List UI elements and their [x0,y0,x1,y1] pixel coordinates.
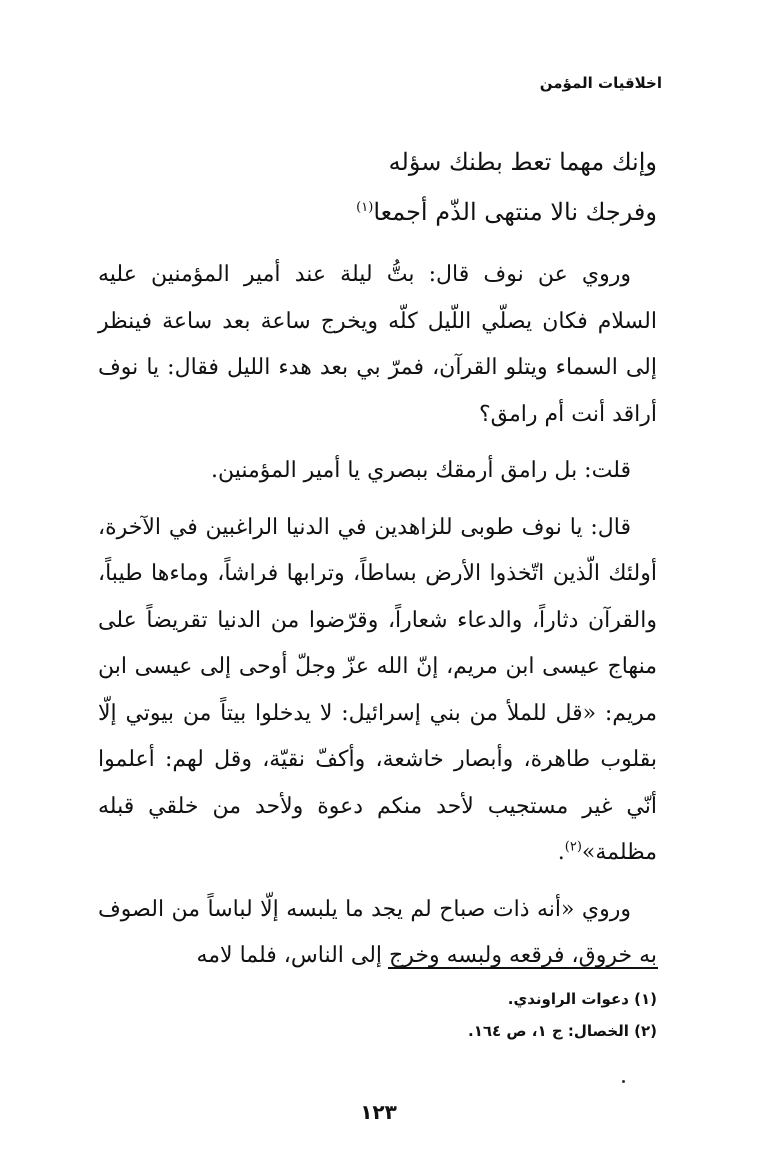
footnote-ref-2: (٢) [564,839,582,855]
footnote-2: (٢) الخصال: ج ١، ص ١٦٤. [467,1022,657,1040]
footnotes [468,983,657,1047]
poem-verse-1: وإنك مهما تعط بطنك سؤله [388,148,657,176]
footnote-1: (١) دعوات الراوندي. [507,990,657,1008]
print-speck [622,1080,625,1083]
body-text [98,252,657,980]
paragraph-3-text: قال: يا نوف طوبى للزاهدين في الدنيا الراغبين في الآخرة، أولئك الّذين اتّخذوا الأرض بساطاً، وترابها فراشاً، وماءها طيباً، والقرآن دثاراً، والدعاء شعاراً، وقرّضوا من الدنيا تقريضاً على منهاج عيسى ابن مريم، إنّ الله عزّ وجلّ أوحى إلى عيسى ابن مريم: «قل للملأ من بني إسرائيل: لا يدخلوا بيتاً من بيوتي إلّا بقلوب طاهرة، وأبصار خاشعة، وأكفّ نقيّة، وقل لهم: أعلموا أنّي غير مستجيب لأحد منكم دعوة ولأحد من خلقي قبله مظلمة» [98,514,657,865]
paragraph-4: وروي «أنه ذات صباح لم يجد ما يلبسه إلّا لباساً من الصوف به خروق، فرقعه ولبسه وخرج إلى الناس، فلما لامه [98,896,657,968]
poem-verse-2-text: وفرجك نالا منتهى الذّم أجمعا [373,198,657,226]
page-number: ١٢٣ [360,1100,397,1124]
footnote-divider [388,967,658,969]
paragraph-1: وروي عن نوف قال: بتُّ ليلة عند أمير المؤمنين عليه السلام فكان يصلّي اللّيل كلّه ويخرج ساعة بعد ساعة فينظر إلى السماء ويتلو القرآن، فمرّ بي بعد هدء الليل فقال: يا نوف أراقد أنت أم رامق؟ [98,262,658,427]
footnote-ref-1: (١) [356,200,374,215]
paragraph-2: قلت: بل رامق أرمقك ببصري يا أمير المؤمنين. [210,458,631,483]
poem-verse-2 [356,198,657,226]
paragraph-3: قال: يا نوف طوبى للزاهدين في الدنيا الراغبين في الآخرة، أولئك الّذين اتّخذوا الأرض بساطاً، وترابها فراشاً، وماءها طيباً، والقرآن دثاراً، والدعاء شعاراً، وقرّضوا من الدنيا تقريضاً على منهاج عيسى ابن مريم، إنّ الله عزّ وجلّ أوحى إلى عيسى ابن مريم: «قل للملأ من بني إسرائيل: لا يدخلوا بيتاً من بيوتي إلّا بقلوب طاهرة، وأبصار خاشعة، وأكفّ نقيّة، وقل لهم: أعلموا أنّي غير مستجيب لأحد منكم دعوة ولأحد من خلقي قبله مظلمة»$^{(٢)}$. [98,514,657,865]
running-header: اخلاقيات المؤمن [539,74,662,92]
